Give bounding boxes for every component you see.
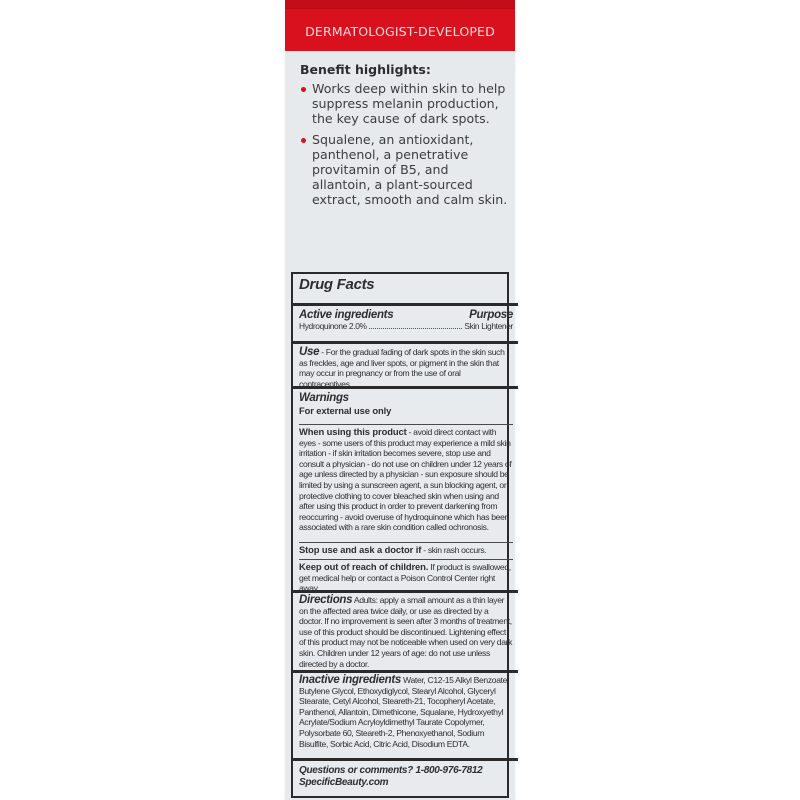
questions-phone: Questions or comments? 1-800-976-7812 — [299, 765, 483, 776]
benefit-item — [300, 132, 510, 208]
website: SpecificBeauty.com — [299, 776, 389, 788]
inactive-ingredients-section — [293, 670, 518, 749]
stop-use-section — [293, 542, 518, 556]
keep-out-section — [293, 559, 518, 594]
directions-section — [293, 590, 518, 669]
when-using-text: - avoid direct contact with eyes - some users of this product may experience a mild skin irritation - if skin irritation becomes severe, stop use and consult a physician - do not use on children under 12 years of age unless directed by a physician - sun exposure should be limited by using a sunscreen agent, a sun blocking agent, or protective clothing to cover bleached skin when using and after using this product in order to prevent darkening from reoccurring - avoid overuse of hydroquinone which has been associated with a rare skin condition called ochronosis. — [299, 427, 512, 533]
stop-use-text: - skin rash occurs. — [421, 545, 487, 555]
benefits-title: Benefit highlights: — [300, 62, 431, 77]
warnings-header: Warnings — [299, 392, 349, 404]
active-ingredient: Hydroquinone 2.0% — [299, 321, 367, 331]
bullet-icon — [301, 138, 306, 143]
keep-out-text: If product is swallowed, get medical help or contact a Poison Control Center right away. — [299, 562, 511, 594]
benefit-text: Squalene, an antioxidant, panthenol, a penetrative provitamin of B5, and allantoin, a plant-sourced extract, smooth and calm skin. — [312, 131, 508, 208]
banner-fold — [285, 0, 515, 9]
banner-text: DERMATOLOGIST-DEVELOPED — [305, 24, 495, 39]
benefit-item — [300, 81, 510, 127]
active-ingredients-section — [293, 303, 518, 335]
inactive-header: Inactive ingredients — [299, 674, 402, 686]
use-section — [293, 341, 518, 389]
directions-header: Directions — [299, 594, 353, 606]
warnings-section — [293, 386, 518, 416]
product-box-side-panel — [285, 0, 515, 800]
bullet-icon — [301, 87, 306, 92]
use-text: - For the gradual fading of dark spots in the skin such as freckles, age and liver spots, or pigment in the skin that may occur in pregnancy or from the use of oral contraceptives. — [299, 347, 505, 389]
when-using-lead: When using this product — [299, 426, 407, 437]
drug-facts-header — [293, 276, 518, 294]
keep-out-lead: Keep out of reach of children. — [299, 561, 429, 572]
drug-facts-title: Drug Facts — [299, 276, 375, 293]
use-header: Use — [299, 346, 320, 358]
questions-section — [293, 758, 518, 788]
directions-text: Adults: apply a small amount as a thin layer on the affected area twice daily, or use as directed by a doctor. If no improvement is seen after 3 months of treatment, use of this product should be discontinued. Lightening effect of this product may not be noticeable when used on very dark skin. Children under 12 years of age: do not use unless directed by a doctor. — [299, 595, 513, 669]
stop-use-lead: Stop use and ask a doctor if — [299, 544, 422, 555]
active-purpose: Skin Lightener — [464, 321, 513, 331]
benefit-highlights — [300, 62, 510, 213]
drug-facts-panel — [291, 272, 513, 798]
external-use-only: For external use only — [299, 405, 392, 416]
purpose-header: Purpose — [469, 309, 513, 321]
inactive-text: Water, C12-15 Alkyl Benzoate, Butylene Glycol, Ethoxydiglycol, Stearyl Alcohol, Glyceryl Stearate, Cetyl Alcohol, Steareth-21, Tocopheryl Acetate, Panthenol, Allantoin, Dimethicone, Squalane, Hydroxyethyl Acrylate/Sodium Acryloyldimethyl Taurate Copolymer, Polysorbate 60, Steareth-2, Phenoxyethanol, Sodium Bisulfite, Sorbic Acid, Citric Acid, Disodium EDTA. — [299, 675, 510, 749]
when-using-section — [293, 424, 518, 533]
active-ingredients-header: Active ingredients — [299, 309, 394, 321]
red-banner — [285, 0, 515, 51]
benefit-text: Works deep within skin to help suppress melanin production, the key cause of dark spots. — [312, 81, 506, 127]
dot-leader — [369, 327, 463, 329]
